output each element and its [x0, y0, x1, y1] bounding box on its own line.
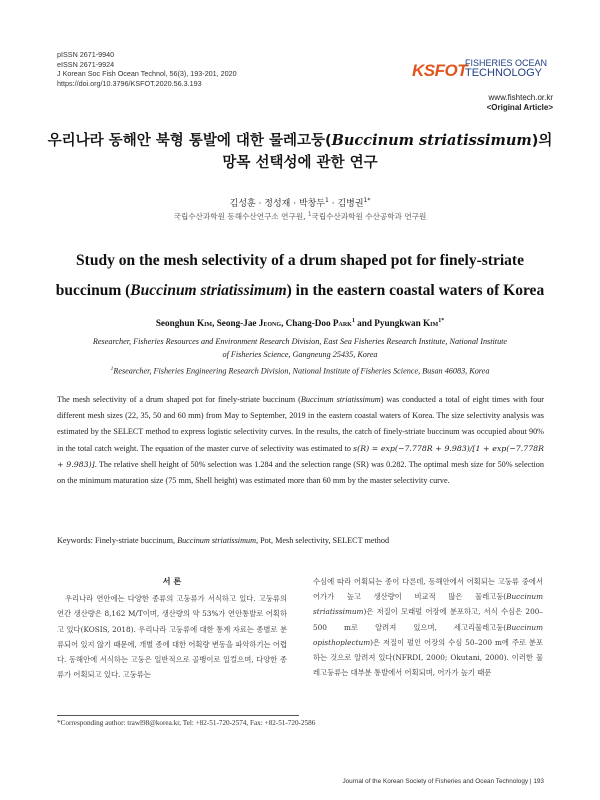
page-footer: Journal of the Korean Society of Fisheries and Ocean Technology | 193: [342, 778, 544, 785]
section-heading: 서 론: [162, 576, 182, 586]
english-affiliation: [40, 335, 560, 378]
author-first-name: Seong-Jae: [216, 318, 259, 329]
author-separator: and: [354, 318, 375, 329]
english-affil2: [40, 363, 560, 378]
author-first-name: Pyungkwan: [374, 318, 424, 329]
eissn: eISSN 2671-9924: [57, 59, 115, 69]
right-text-2: )은 저질이 모래펄 어장에 분포하고, 서식 수심은 200–500 m로 알려져 있으며, 세고리물레고둥(: [313, 607, 543, 632]
english-title-line2-post: ) in the eastern coastal waters of Korea: [286, 282, 545, 299]
keywords-post: , Pot, Mesh selectivity, SELECT method: [256, 536, 390, 545]
korean-affil-second: 국립수산과학원 수산공학과 연구원: [311, 212, 427, 221]
right-text-3: )은 저질이 펄인 어장의 수심 50–200 m에 주로 분포하는 것으로 알려져 있다(NFRDI, 2000; Okutani, 2000). 이러한 물레고둥류는 대부분 통발에서 어획되며, 어가가 높기 때문: [313, 637, 543, 678]
footnote: *Corresponding author: trawl98@korea.kr, Tel: +82-51-720-2574, Fax: +82-51-720-2586: [57, 719, 316, 727]
citation: J Korean Soc Fish Ocean Technol, 56(3), 193-201, 2020: [57, 69, 237, 79]
body-right-column: [313, 574, 543, 680]
english-authors: [40, 318, 560, 328]
korean-author-star: *: [367, 197, 371, 204]
site-url[interactable]: www.fishtech.or.kr: [488, 93, 553, 102]
keywords-species: Buccinum striatissimum: [177, 536, 256, 545]
doi-link[interactable]: https://doi.org/10.3796/KSFOT.2020.56.3.193: [57, 78, 202, 88]
english-affil1-line2: of Fisheries Science, Gangneung 25435, Korea: [222, 350, 378, 359]
author-last-name: Jeong: [258, 318, 282, 329]
abstract-part1: The mesh selectivity of a drum shaped pot for finely-striate buccinum (: [57, 395, 301, 404]
right-species-1: Buccinum striatissimum: [313, 592, 543, 617]
author-last-name: Kim: [423, 318, 439, 329]
keywords: [57, 536, 544, 545]
logo-name: [465, 58, 547, 78]
korean-affil-main: 국립수산과학원 동해수산연구소 연구원,: [173, 212, 308, 221]
english-affil2-sup: 1: [110, 366, 114, 372]
right-species-2: Buccinum opisthoplectum: [313, 622, 543, 647]
korean-title-species: Buccinum striatissimum: [331, 132, 532, 149]
abstract: [57, 392, 544, 489]
footnote-rule: [57, 715, 299, 716]
author-last-name: Park: [332, 318, 352, 329]
keywords-pre: Finely-striate buccinum,: [94, 536, 178, 545]
korean-title-line2: 망목 선택성에 관한 연구: [222, 155, 378, 171]
intro-paragraph-right: [313, 574, 543, 680]
logo-mark: KSFOT: [412, 61, 468, 80]
english-affil1-line1: Researcher, Fisheries Resources and Environment Research Division, East Sea Fisheries Research Institute, National Institute: [92, 337, 508, 346]
english-author: [286, 318, 375, 328]
english-author: [217, 318, 286, 328]
author-first-name: Chang-Doo: [285, 318, 333, 329]
korean-author-last: · 김병권: [328, 199, 364, 209]
author-sup: 1: [351, 318, 355, 324]
abstract-equation: s(R) = exp(−7.778R + 9.983)/[1 + exp(−7.778R + 9.983)]: [57, 443, 544, 469]
english-author: [374, 318, 444, 328]
english-title-line2: [40, 276, 560, 306]
author-separator: ,: [281, 318, 286, 329]
keywords-label: Keywords:: [57, 536, 95, 545]
korean-author-sup2: 1: [363, 197, 368, 204]
korean-affil-sup: 1: [307, 211, 312, 218]
korean-authors-list: 김성훈 · 정성재 · 박창두: [229, 199, 326, 209]
english-affil2-text: Researcher, Fisheries Engineering Research Division, National Institute of Fisheries Science, Busan 46083, Korea: [113, 366, 490, 376]
author-first-name: Seonghun: [155, 318, 197, 329]
author-last-name: Kim: [196, 318, 213, 329]
korean-authors: [40, 196, 560, 209]
intro-paragraph-left: 우리나라 연안에는 다양한 종류의 고둥류가 서식하고 있다. 고둥류의 연간 생산량은 8,162 M/T이며, 생산량의 약 53%가 연안통발로 어획하고 있다(KOSIS, 2018). 우리나라 고둥류에 대한 통계 자료는 종별로 분류되어 있지 않기 때문에, 개별 종에 대한 어획량 변동을 파악하기는 어렵다. 동해안에 서식하는 고둥은 일반적으로 골뱅이로 일컬으며, 다양한 종류가 어획되고 있다. 고둥류는: [57, 594, 287, 680]
journal-logo: [412, 55, 547, 85]
logo-name-line1: FISHERIES OCEAN: [465, 58, 548, 68]
pissn: pISSN 2671-9940: [57, 50, 115, 59]
article-type: <Original Article>: [486, 103, 553, 112]
author-separator: ,: [212, 318, 217, 329]
abstract-part3: . The relative shell height of 50% selection was 1.284 and the selection range (SR) was 0.282. The optimal mesh size for 50% selection on the minimum maturation size (75 mm, Shell height) was estimated more than 60 mm by the master selectivity curve.: [57, 459, 544, 486]
korean-title-post: )의: [531, 133, 553, 149]
site-info: [438, 93, 553, 113]
english-title-line1: Study on the mesh selectivity of a drum shaped pot for finely-striate: [76, 252, 524, 269]
english-title-line2-pre: buccinum (: [55, 282, 131, 299]
logo-name-line2: TECHNOLOGY: [465, 67, 543, 79]
korean-affiliation: [40, 211, 560, 222]
journal-meta: [57, 50, 237, 88]
body-left-column: [57, 574, 287, 682]
right-text-1: 수심에 따라 어획되는 종이 다른데, 동해안에서 어획되는 고둥류 중에서 어가가 높고 생산량이 비교적 많은 물레고둥(: [313, 577, 543, 602]
korean-title: [40, 130, 560, 174]
english-title-species: Buccinum striatissimum: [130, 282, 287, 299]
abstract-species: Buccinum striatissimum: [300, 395, 381, 404]
korean-title-pre: 우리나라 동해안 북형 통발에 대한 물레고둥(: [47, 133, 332, 149]
abstract-part2: ) was conducted a total of eight times with four different mesh sizes (22, 35, 50 and 60 mm) from May to September, 2019 in the eastern coastal waters of Korea. The size selectivity analysis was estimated by the SELECT method to express logistic selectivity curves. In the results, the catch of finely-striate buccinum was occupied about 90% in the total catch weight. The equation of the master curve of selectivity was estimated to: [57, 395, 544, 453]
english-title: [40, 246, 560, 306]
korean-author-sup1: 1: [325, 197, 329, 204]
author-sup: 1*: [438, 318, 445, 324]
english-author: [156, 318, 217, 328]
